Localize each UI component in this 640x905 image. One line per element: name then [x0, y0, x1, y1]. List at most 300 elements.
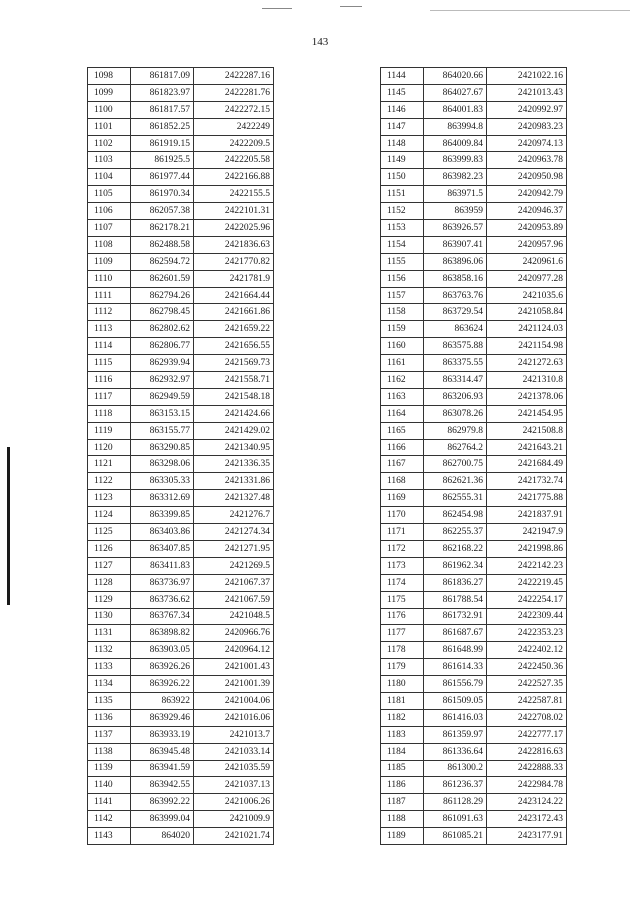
y-coordinate-cell: 2421340.95 [194, 439, 274, 456]
point-number-cell: 1167 [381, 456, 424, 473]
table-row [88, 287, 274, 304]
point-number-cell: 1107 [88, 220, 131, 237]
table-row [88, 405, 274, 422]
table-row [88, 490, 274, 507]
y-coordinate-cell: 2421035.6 [487, 287, 567, 304]
table-row [381, 388, 567, 405]
point-number-cell: 1164 [381, 405, 424, 422]
point-number-cell: 1105 [88, 186, 131, 203]
x-coordinate-cell: 861817.09 [131, 68, 194, 85]
point-number-cell: 1168 [381, 473, 424, 490]
table-row [88, 321, 274, 338]
x-coordinate-cell: 863926.26 [131, 659, 194, 676]
table-right-body [381, 68, 567, 845]
y-coordinate-cell: 2421378.06 [487, 388, 567, 405]
point-number-cell: 1130 [88, 608, 131, 625]
point-number-cell: 1115 [88, 355, 131, 372]
point-number-cell: 1172 [381, 540, 424, 557]
x-coordinate-cell: 863982.23 [424, 169, 487, 186]
y-coordinate-cell: 2421021.74 [194, 828, 274, 845]
y-coordinate-cell: 2422166.88 [194, 169, 274, 186]
table-row [381, 794, 567, 811]
table-row [88, 270, 274, 287]
y-coordinate-cell: 2420966.76 [194, 625, 274, 642]
y-coordinate-cell: 2421004.06 [194, 692, 274, 709]
x-coordinate-cell: 863624 [424, 321, 487, 338]
y-coordinate-cell: 2421454.95 [487, 405, 567, 422]
y-coordinate-cell: 2421048.5 [194, 608, 274, 625]
point-number-cell: 1101 [88, 118, 131, 135]
table-row [381, 828, 567, 845]
table-row [88, 760, 274, 777]
point-number-cell: 1139 [88, 760, 131, 777]
point-number-cell: 1111 [88, 287, 131, 304]
table-row [381, 203, 567, 220]
y-coordinate-cell: 2422309.44 [487, 608, 567, 625]
y-coordinate-cell: 2421022.16 [487, 68, 567, 85]
x-coordinate-cell: 862601.59 [131, 270, 194, 287]
table-row [88, 186, 274, 203]
table-row [381, 253, 567, 270]
y-coordinate-cell: 2423172.43 [487, 811, 567, 828]
x-coordinate-cell: 861085.21 [424, 828, 487, 845]
y-coordinate-cell: 2421272.63 [487, 355, 567, 372]
point-number-cell: 1165 [381, 422, 424, 439]
x-coordinate-cell: 863971.5 [424, 186, 487, 203]
y-coordinate-cell: 2421271.95 [194, 540, 274, 557]
table-row [381, 490, 567, 507]
table-row [381, 169, 567, 186]
y-coordinate-cell: 2421009.9 [194, 811, 274, 828]
point-number-cell: 1125 [88, 524, 131, 541]
y-coordinate-cell: 2421013.7 [194, 726, 274, 743]
point-number-cell: 1144 [381, 68, 424, 85]
x-coordinate-cell: 861687.67 [424, 625, 487, 642]
point-number-cell: 1114 [88, 338, 131, 355]
point-number-cell: 1124 [88, 507, 131, 524]
point-number-cell: 1121 [88, 456, 131, 473]
x-coordinate-cell: 863942.55 [131, 777, 194, 794]
point-number-cell: 1112 [88, 304, 131, 321]
y-coordinate-cell: 2421327.48 [194, 490, 274, 507]
y-coordinate-cell: 2421643.21 [487, 439, 567, 456]
y-coordinate-cell: 2421664.44 [194, 287, 274, 304]
point-number-cell: 1132 [88, 642, 131, 659]
x-coordinate-cell: 862932.97 [131, 372, 194, 389]
point-number-cell: 1100 [88, 101, 131, 118]
x-coordinate-cell: 863959 [424, 203, 487, 220]
page-number: 143 [311, 36, 329, 48]
point-number-cell: 1175 [381, 591, 424, 608]
table-row [381, 591, 567, 608]
y-coordinate-cell: 2420992.97 [487, 101, 567, 118]
x-coordinate-cell: 863903.05 [131, 642, 194, 659]
table-row [381, 692, 567, 709]
table-row [381, 709, 567, 726]
table-row [381, 270, 567, 287]
point-number-cell: 1138 [88, 743, 131, 760]
y-coordinate-cell: 2420946.37 [487, 203, 567, 220]
x-coordinate-cell: 861556.79 [424, 676, 487, 693]
x-coordinate-cell: 862794.26 [131, 287, 194, 304]
x-coordinate-cell: 861509.05 [424, 692, 487, 709]
y-coordinate-cell: 2421732.74 [487, 473, 567, 490]
point-number-cell: 1149 [381, 152, 424, 169]
point-number-cell: 1161 [381, 355, 424, 372]
y-coordinate-cell: 2421775.88 [487, 490, 567, 507]
point-number-cell: 1174 [381, 574, 424, 591]
point-number-cell: 1148 [381, 135, 424, 152]
point-number-cell: 1169 [381, 490, 424, 507]
y-coordinate-cell: 2422527.35 [487, 676, 567, 693]
point-number-cell: 1128 [88, 574, 131, 591]
x-coordinate-cell: 862798.45 [131, 304, 194, 321]
point-number-cell: 1102 [88, 135, 131, 152]
y-coordinate-cell: 2421310.8 [487, 372, 567, 389]
x-coordinate-cell: 864001.83 [424, 101, 487, 118]
y-coordinate-cell: 2420974.13 [487, 135, 567, 152]
y-coordinate-cell: 2421067.37 [194, 574, 274, 591]
x-coordinate-cell: 863078.26 [424, 405, 487, 422]
table-row [381, 760, 567, 777]
x-coordinate-cell: 862979.8 [424, 422, 487, 439]
x-coordinate-cell: 863994.8 [424, 118, 487, 135]
x-coordinate-cell: 863945.48 [131, 743, 194, 760]
x-coordinate-cell: 863763.76 [424, 287, 487, 304]
table-row [381, 287, 567, 304]
y-coordinate-cell: 2421947.9 [487, 524, 567, 541]
table-row [381, 101, 567, 118]
x-coordinate-cell: 863907.41 [424, 236, 487, 253]
point-number-cell: 1180 [381, 676, 424, 693]
point-number-cell: 1123 [88, 490, 131, 507]
y-coordinate-cell: 2420942.79 [487, 186, 567, 203]
y-coordinate-cell: 2421124.03 [487, 321, 567, 338]
y-coordinate-cell: 2421269.5 [194, 557, 274, 574]
x-coordinate-cell: 861919.15 [131, 135, 194, 152]
coordinate-table-left [87, 67, 274, 845]
point-number-cell: 1171 [381, 524, 424, 541]
y-coordinate-cell: 2420983.23 [487, 118, 567, 135]
y-coordinate-cell: 2422142.23 [487, 557, 567, 574]
point-number-cell: 1135 [88, 692, 131, 709]
point-number-cell: 1119 [88, 422, 131, 439]
table-row [381, 456, 567, 473]
x-coordinate-cell: 861236.37 [424, 777, 487, 794]
y-coordinate-cell: 2421016.06 [194, 709, 274, 726]
table-row [381, 439, 567, 456]
y-coordinate-cell: 2422025.96 [194, 220, 274, 237]
table-row [88, 676, 274, 693]
table-row [88, 540, 274, 557]
x-coordinate-cell: 861416.03 [424, 709, 487, 726]
point-number-cell: 1152 [381, 203, 424, 220]
x-coordinate-cell: 861962.34 [424, 557, 487, 574]
y-coordinate-cell: 2421429.02 [194, 422, 274, 439]
y-coordinate-cell: 2421001.39 [194, 676, 274, 693]
table-row [381, 557, 567, 574]
y-coordinate-cell: 2422888.33 [487, 760, 567, 777]
x-coordinate-cell: 861836.27 [424, 574, 487, 591]
x-coordinate-cell: 861977.44 [131, 169, 194, 186]
x-coordinate-cell: 863767.34 [131, 608, 194, 625]
coordinate-table-right [380, 67, 567, 845]
table-row [381, 152, 567, 169]
table-row [381, 422, 567, 439]
table-row [381, 608, 567, 625]
x-coordinate-cell: 863312.69 [131, 490, 194, 507]
y-coordinate-cell: 2421781.9 [194, 270, 274, 287]
y-coordinate-cell: 2421274.34 [194, 524, 274, 541]
table-row [88, 811, 274, 828]
x-coordinate-cell: 861091.63 [424, 811, 487, 828]
y-coordinate-cell: 2421684.49 [487, 456, 567, 473]
y-coordinate-cell: 2422287.16 [194, 68, 274, 85]
point-number-cell: 1143 [88, 828, 131, 845]
x-coordinate-cell: 863926.57 [424, 220, 487, 237]
y-coordinate-cell: 2422708.02 [487, 709, 567, 726]
point-number-cell: 1158 [381, 304, 424, 321]
table-row [381, 321, 567, 338]
scan-artifact-top [340, 6, 362, 7]
x-coordinate-cell: 863896.06 [424, 253, 487, 270]
y-coordinate-cell: 2421033.14 [194, 743, 274, 760]
x-coordinate-cell: 861852.25 [131, 118, 194, 135]
x-coordinate-cell: 861359.97 [424, 726, 487, 743]
y-coordinate-cell: 2422281.76 [194, 84, 274, 101]
table-row [88, 253, 274, 270]
point-number-cell: 1163 [381, 388, 424, 405]
point-number-cell: 1181 [381, 692, 424, 709]
point-number-cell: 1145 [381, 84, 424, 101]
point-number-cell: 1116 [88, 372, 131, 389]
table-row [381, 642, 567, 659]
x-coordinate-cell: 863858.16 [424, 270, 487, 287]
x-coordinate-cell: 864020 [131, 828, 194, 845]
table-row [381, 473, 567, 490]
y-coordinate-cell: 2421998.86 [487, 540, 567, 557]
table-row [88, 473, 274, 490]
point-number-cell: 1179 [381, 659, 424, 676]
table-row [88, 828, 274, 845]
x-coordinate-cell: 863929.46 [131, 709, 194, 726]
table-row [88, 777, 274, 794]
table-row [381, 743, 567, 760]
table-row [88, 625, 274, 642]
point-number-cell: 1176 [381, 608, 424, 625]
table-row [381, 118, 567, 135]
point-number-cell: 1157 [381, 287, 424, 304]
table-row [88, 118, 274, 135]
x-coordinate-cell: 861925.5 [131, 152, 194, 169]
x-coordinate-cell: 861614.33 [424, 659, 487, 676]
table-row [88, 794, 274, 811]
table-row [381, 186, 567, 203]
x-coordinate-cell: 863736.97 [131, 574, 194, 591]
point-number-cell: 1184 [381, 743, 424, 760]
y-coordinate-cell: 2421154.98 [487, 338, 567, 355]
point-number-cell: 1151 [381, 186, 424, 203]
scan-artifact-top-line [430, 10, 630, 11]
point-number-cell: 1117 [88, 388, 131, 405]
x-coordinate-cell: 863290.85 [131, 439, 194, 456]
point-number-cell: 1155 [381, 253, 424, 270]
table-row [381, 135, 567, 152]
x-coordinate-cell: 861732.91 [424, 608, 487, 625]
y-coordinate-cell: 2421424.66 [194, 405, 274, 422]
point-number-cell: 1104 [88, 169, 131, 186]
x-coordinate-cell: 863314.47 [424, 372, 487, 389]
y-coordinate-cell: 2422155.5 [194, 186, 274, 203]
table-row [88, 642, 274, 659]
y-coordinate-cell: 2420961.6 [487, 253, 567, 270]
y-coordinate-cell: 2421013.43 [487, 84, 567, 101]
table-row [88, 743, 274, 760]
point-number-cell: 1134 [88, 676, 131, 693]
y-coordinate-cell: 2422984.78 [487, 777, 567, 794]
point-number-cell: 1153 [381, 220, 424, 237]
x-coordinate-cell: 861336.64 [424, 743, 487, 760]
x-coordinate-cell: 863305.33 [131, 473, 194, 490]
scan-margin-bar [7, 447, 10, 605]
point-number-cell: 1129 [88, 591, 131, 608]
x-coordinate-cell: 863206.93 [424, 388, 487, 405]
x-coordinate-cell: 863933.19 [131, 726, 194, 743]
point-number-cell: 1106 [88, 203, 131, 220]
x-coordinate-cell: 862488.58 [131, 236, 194, 253]
y-coordinate-cell: 2420964.12 [194, 642, 274, 659]
y-coordinate-cell: 2421508.8 [487, 422, 567, 439]
x-coordinate-cell: 861970.34 [131, 186, 194, 203]
point-number-cell: 1147 [381, 118, 424, 135]
x-coordinate-cell: 861817.57 [131, 101, 194, 118]
table-row [88, 439, 274, 456]
x-coordinate-cell: 864009.84 [424, 135, 487, 152]
y-coordinate-cell: 2421058.84 [487, 304, 567, 321]
y-coordinate-cell: 2421276.7 [194, 507, 274, 524]
x-coordinate-cell: 861128.29 [424, 794, 487, 811]
y-coordinate-cell: 2422249 [194, 118, 274, 135]
x-coordinate-cell: 863992.22 [131, 794, 194, 811]
x-coordinate-cell: 863399.85 [131, 507, 194, 524]
y-coordinate-cell: 2421836.63 [194, 236, 274, 253]
y-coordinate-cell: 2422254.17 [487, 591, 567, 608]
x-coordinate-cell: 862700.75 [424, 456, 487, 473]
x-coordinate-cell: 862949.59 [131, 388, 194, 405]
point-number-cell: 1120 [88, 439, 131, 456]
x-coordinate-cell: 863926.22 [131, 676, 194, 693]
point-number-cell: 1186 [381, 777, 424, 794]
y-coordinate-cell: 2421661.86 [194, 304, 274, 321]
y-coordinate-cell: 2420950.98 [487, 169, 567, 186]
x-coordinate-cell: 864020.66 [424, 68, 487, 85]
table-row [88, 236, 274, 253]
point-number-cell: 1160 [381, 338, 424, 355]
table-row [381, 625, 567, 642]
x-coordinate-cell: 862255.37 [424, 524, 487, 541]
point-number-cell: 1154 [381, 236, 424, 253]
point-number-cell: 1133 [88, 659, 131, 676]
point-number-cell: 1103 [88, 152, 131, 169]
y-coordinate-cell: 2423177.91 [487, 828, 567, 845]
y-coordinate-cell: 2422272.15 [194, 101, 274, 118]
table-row [381, 811, 567, 828]
point-number-cell: 1173 [381, 557, 424, 574]
table-row [381, 524, 567, 541]
y-coordinate-cell: 2421067.59 [194, 591, 274, 608]
point-number-cell: 1098 [88, 68, 131, 85]
table-row [381, 777, 567, 794]
y-coordinate-cell: 2422101.31 [194, 203, 274, 220]
x-coordinate-cell: 863729.54 [424, 304, 487, 321]
table-row [88, 456, 274, 473]
table-row [88, 388, 274, 405]
point-number-cell: 1188 [381, 811, 424, 828]
table-row [381, 726, 567, 743]
x-coordinate-cell: 862621.36 [424, 473, 487, 490]
y-coordinate-cell: 2421331.86 [194, 473, 274, 490]
point-number-cell: 1150 [381, 169, 424, 186]
y-coordinate-cell: 2422353.23 [487, 625, 567, 642]
point-number-cell: 1146 [381, 101, 424, 118]
table-row [381, 236, 567, 253]
x-coordinate-cell: 863411.83 [131, 557, 194, 574]
table-row [88, 84, 274, 101]
point-number-cell: 1140 [88, 777, 131, 794]
point-number-cell: 1110 [88, 270, 131, 287]
y-coordinate-cell: 2421336.35 [194, 456, 274, 473]
x-coordinate-cell: 863941.59 [131, 760, 194, 777]
table-row [88, 422, 274, 439]
table-left-body [88, 68, 274, 845]
x-coordinate-cell: 863403.86 [131, 524, 194, 541]
point-number-cell: 1099 [88, 84, 131, 101]
table-row [88, 135, 274, 152]
point-number-cell: 1131 [88, 625, 131, 642]
point-number-cell: 1118 [88, 405, 131, 422]
table-row [88, 524, 274, 541]
table-row [381, 659, 567, 676]
table-row [381, 220, 567, 237]
x-coordinate-cell: 862178.21 [131, 220, 194, 237]
table-row [88, 692, 274, 709]
y-coordinate-cell: 2421548.18 [194, 388, 274, 405]
table-row [381, 405, 567, 422]
table-row [88, 203, 274, 220]
x-coordinate-cell: 861300.2 [424, 760, 487, 777]
point-number-cell: 1182 [381, 709, 424, 726]
x-coordinate-cell: 863922 [131, 692, 194, 709]
table-row [381, 372, 567, 389]
point-number-cell: 1108 [88, 236, 131, 253]
point-number-cell: 1137 [88, 726, 131, 743]
table-row [381, 84, 567, 101]
table-row [88, 608, 274, 625]
table-row [88, 591, 274, 608]
y-coordinate-cell: 2421001.43 [194, 659, 274, 676]
point-number-cell: 1166 [381, 439, 424, 456]
x-coordinate-cell: 862168.22 [424, 540, 487, 557]
table-row [381, 540, 567, 557]
y-coordinate-cell: 2420963.78 [487, 152, 567, 169]
y-coordinate-cell: 2422450.36 [487, 659, 567, 676]
x-coordinate-cell: 863407.85 [131, 540, 194, 557]
y-coordinate-cell: 2420977.28 [487, 270, 567, 287]
y-coordinate-cell: 2422209.5 [194, 135, 274, 152]
y-coordinate-cell: 2423124.22 [487, 794, 567, 811]
y-coordinate-cell: 2421837.91 [487, 507, 567, 524]
table-row [381, 338, 567, 355]
